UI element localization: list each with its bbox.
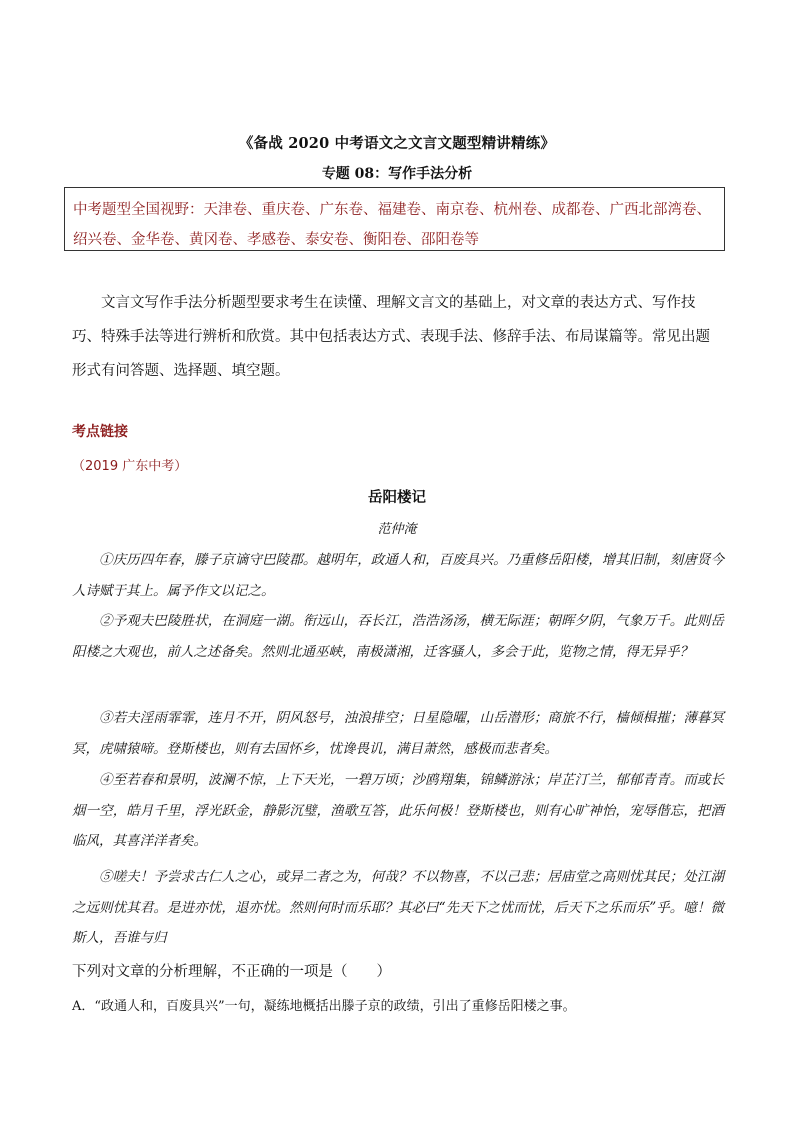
- passage-title: 岳阳楼记: [368, 489, 426, 506]
- document-title: 《备战 2020 中考语文之文言文题型精讲精练》: [238, 135, 556, 152]
- exam-source: （2019 广东中考）: [72, 459, 188, 474]
- exam-scope-text: 中考题型全国视野：天津卷、重庆卷、广东卷、福建卷、南京卷、杭州卷、成都卷、广西北部湾卷、绍兴卷、金华卷、黄冈卷、孝感卷、泰安卷、衡阳卷、邵阳卷等: [73, 202, 711, 248]
- exam-scope-box: [64, 187, 725, 251]
- passage-paragraph: ①庆历四年春，滕子京谪守巴陵郡。越明年，政通人和，百废具兴。乃重修岳阳楼，增其旧制，刻唐贤今人诗赋于其上。属予作文以记之。: [72, 552, 724, 599]
- section-heading: 考点链接: [72, 424, 128, 440]
- passage-author: 范仲淹: [377, 522, 417, 537]
- passage-paragraph: ③若夫淫雨霏霏，连月不开，阴风怒号，浊浪排空；日星隐曜，山岳潜形；商旅不行，樯倾楫摧；薄暮冥冥，虎啸猿啼。登斯楼也，则有去国怀乡，忧谗畏讥，满目萧然，感极而悲者矣。: [72, 710, 724, 757]
- answer-option-a: A．“政通人和，百废具兴”一句，凝练地概括出滕子京的政绩，引出了重修岳阳楼之事。: [72, 999, 576, 1014]
- intro-paragraph: 文言文写作手法分析题型要求考生在读懂、理解文言文的基础上，对文章的表达方式、写作技巧、特殊手法等进行辨析和欣赏。其中包括表达方式、表现手法、修辞手法、布局谋篇等。常见出题形式有问答题、选择题、填空题。: [72, 295, 710, 379]
- document-subtitle: 专题 08：写作手法分析: [321, 166, 473, 182]
- passage-paragraph: ②予观夫巴陵胜状，在洞庭一湖。衔远山，吞长江，浩浩汤汤，横无际涯；朝晖夕阴，气象万千。此则岳阳楼之大观也，前人之述备矣。然则北通巫峡，南极潇湘，迁客骚人，多会于此，览物之情，得无异乎？: [72, 613, 724, 660]
- passage-paragraph: ④至若春和景明，波澜不惊，上下天光，一碧万顷；沙鸥翔集，锦鳞游泳；岸芷汀兰，郁郁青青。而或长烟一空，皓月千里，浮光跃金，静影沉璧，渔歌互答，此乐何极！登斯楼也，则有心旷神怡，宠辱偕忘，把酒临风，其喜洋洋者矣。: [72, 772, 724, 849]
- question-stem: 下列对文章的分析理解，不正确的一项是（ ）: [72, 964, 391, 980]
- passage-paragraph: ⑤嗟夫！予尝求古仁人之心，或异二者之为，何哉？不以物喜，不以己悲；居庙堂之高则忧其民；处江湖之远则忧其君。是进亦忧，退亦忧。然则何时而乐耶？其必曰“先天下之忧而忧，后天下之乐而乐”乎。噫！微斯人，吾谁与归: [72, 869, 724, 946]
